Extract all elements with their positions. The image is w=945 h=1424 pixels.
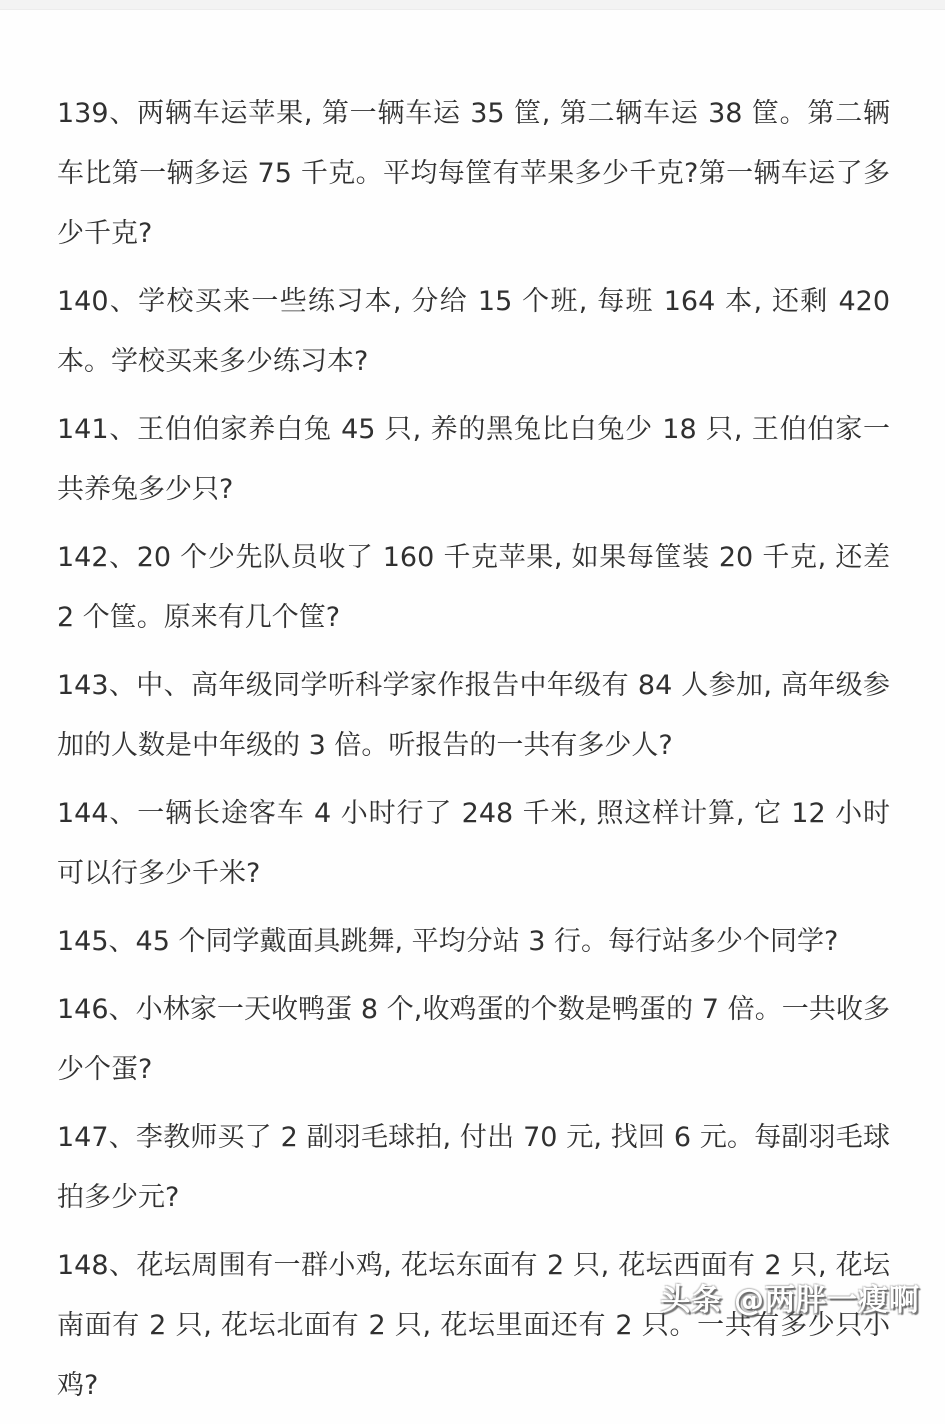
problem-140: 140、学校买来一些练习本, 分给 15 个班, 每班 164 本, 还剩 420 本。学校买来多少练习本? <box>57 286 890 377</box>
problem-143: 143、中、高年级同学听科学家作报告中年级有 84 人参加, 高年级参加的人数是中年级的 3 倍。听报告的一共有多少人? <box>57 670 890 761</box>
problem-147: 147、李教师买了 2 副羽毛球拍, 付出 70 元, 找回 6 元。每副羽毛球拍多少元? <box>57 1122 890 1213</box>
problem-144: 144、一辆长途客车 4 小时行了 248 千米, 照这样计算, 它 12 小时可以行多少千米? <box>57 798 890 889</box>
problem-145: 145、45 个同学戴面具跳舞, 平均分站 3 行。每行站多少个同学? <box>57 926 839 957</box>
problem-list <box>57 84 890 1424</box>
problem-142: 142、20 个少先队员收了 160 千克苹果, 如果每筐装 20 千克, 还差 2 个筐。原来有几个筐? <box>57 542 890 633</box>
problem-139: 139、两辆车运苹果, 第一辆车运 35 筐, 第二辆车运 38 筐。第二辆车比第一辆多运 75 千克。平均每筐有苹果多少千克?第一辆车运了多少千克? <box>57 98 890 249</box>
page-top-strip <box>0 0 945 10</box>
problem-146: 146、小林家一天收鸭蛋 8 个,收鸡蛋的个数是鸭蛋的 7 倍。一共收多少个蛋? <box>57 994 890 1085</box>
problem-141: 141、王伯伯家养白兔 45 只, 养的黑兔比白兔少 18 只, 王伯伯家一共养兔多少只? <box>57 414 890 505</box>
problem-148: 148、花坛周围有一群小鸡, 花坛东面有 2 只, 花坛西面有 2 只, 花坛南面有 2 只, 花坛北面有 2 只, 花坛里面还有 2 只。一共有多少只小鸡? <box>57 1250 890 1401</box>
watermark: 头条 @两胖一瘦啊 <box>660 1283 920 1318</box>
